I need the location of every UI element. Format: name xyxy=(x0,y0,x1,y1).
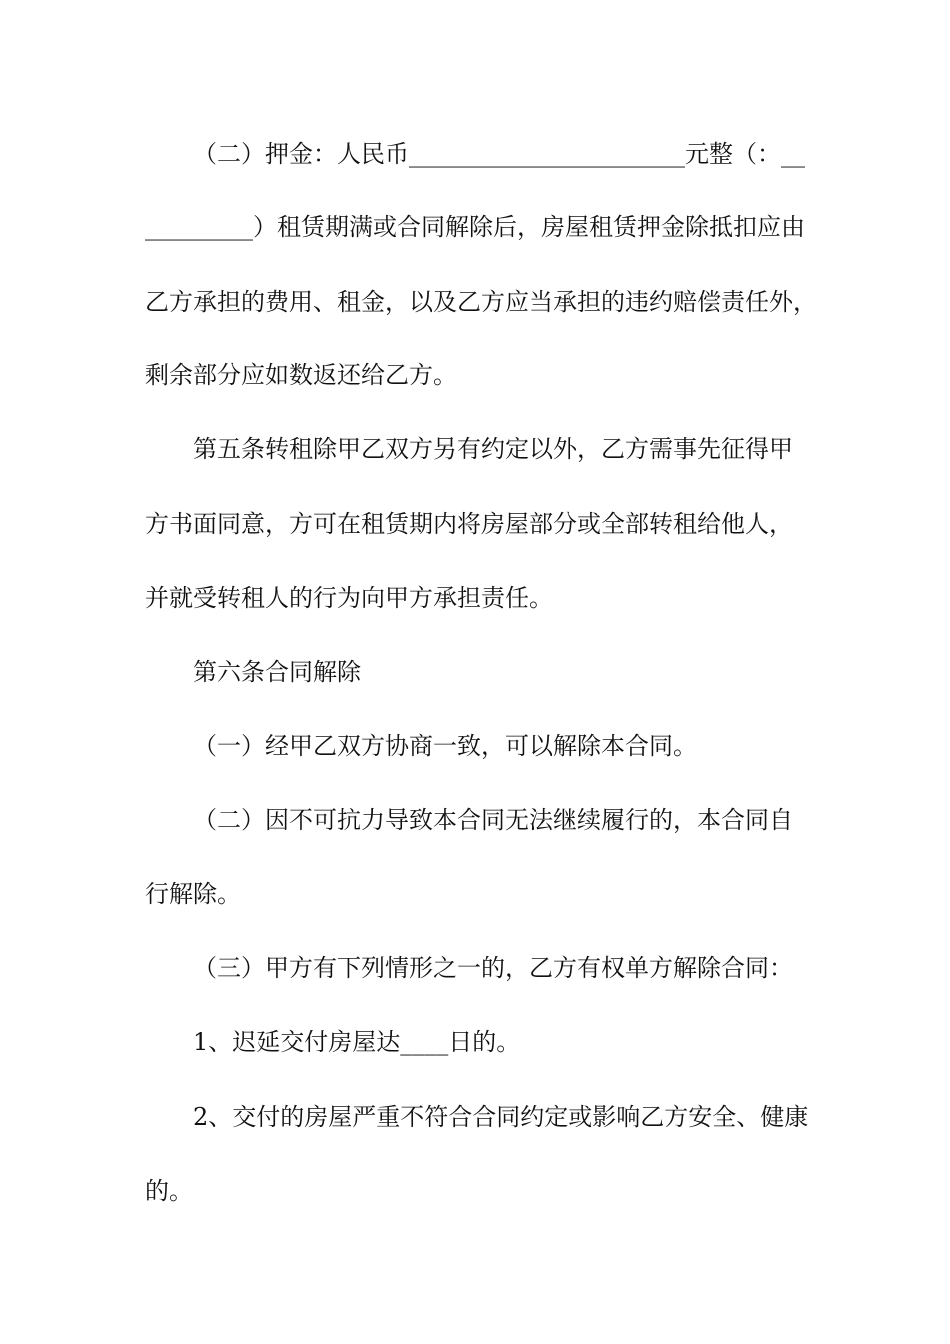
text-line-clause-1: （一）经甲乙双方协商一致，可以解除本合同。 xyxy=(193,732,697,760)
text-line-item-1: 1、迟延交付房屋达____日的。 xyxy=(193,1028,521,1056)
text-line: 并就受转租人的行为向甲方承担责任。 xyxy=(145,584,553,612)
text-line: _________）租赁期满或合同解除后，房屋租赁押金除抵扣应由 xyxy=(145,213,805,241)
text-line: 乙方承担的费用、租金，以及乙方应当承担的违约赔偿责任外， xyxy=(145,288,817,316)
text-line: 的。 xyxy=(145,1177,193,1205)
text-line-clause-2: （二）因不可抗力导致本合同无法继续履行的，本合同自 xyxy=(193,806,793,834)
text-line-clause-3: （三）甲方有下列情形之一的，乙方有权单方解除合同： xyxy=(193,954,793,982)
text-line-item-2: 2、交付的房屋严重不符合合同约定或影响乙方安全、健康 xyxy=(193,1103,809,1131)
text-line-deposit: （二）押金：人民币_______________________元整（：__ xyxy=(193,140,805,168)
text-line: 方书面同意，方可在租赁期内将房屋部分或全部转租给他人， xyxy=(145,510,793,538)
text-line-article-5: 第五条转租除甲乙双方另有约定以外，乙方需事先征得甲 xyxy=(193,435,793,463)
text-line: 剩余部分应如数返还给乙方。 xyxy=(145,361,457,389)
text-line: 行解除。 xyxy=(145,880,241,908)
text-line-article-6: 第六条合同解除 xyxy=(193,658,361,686)
